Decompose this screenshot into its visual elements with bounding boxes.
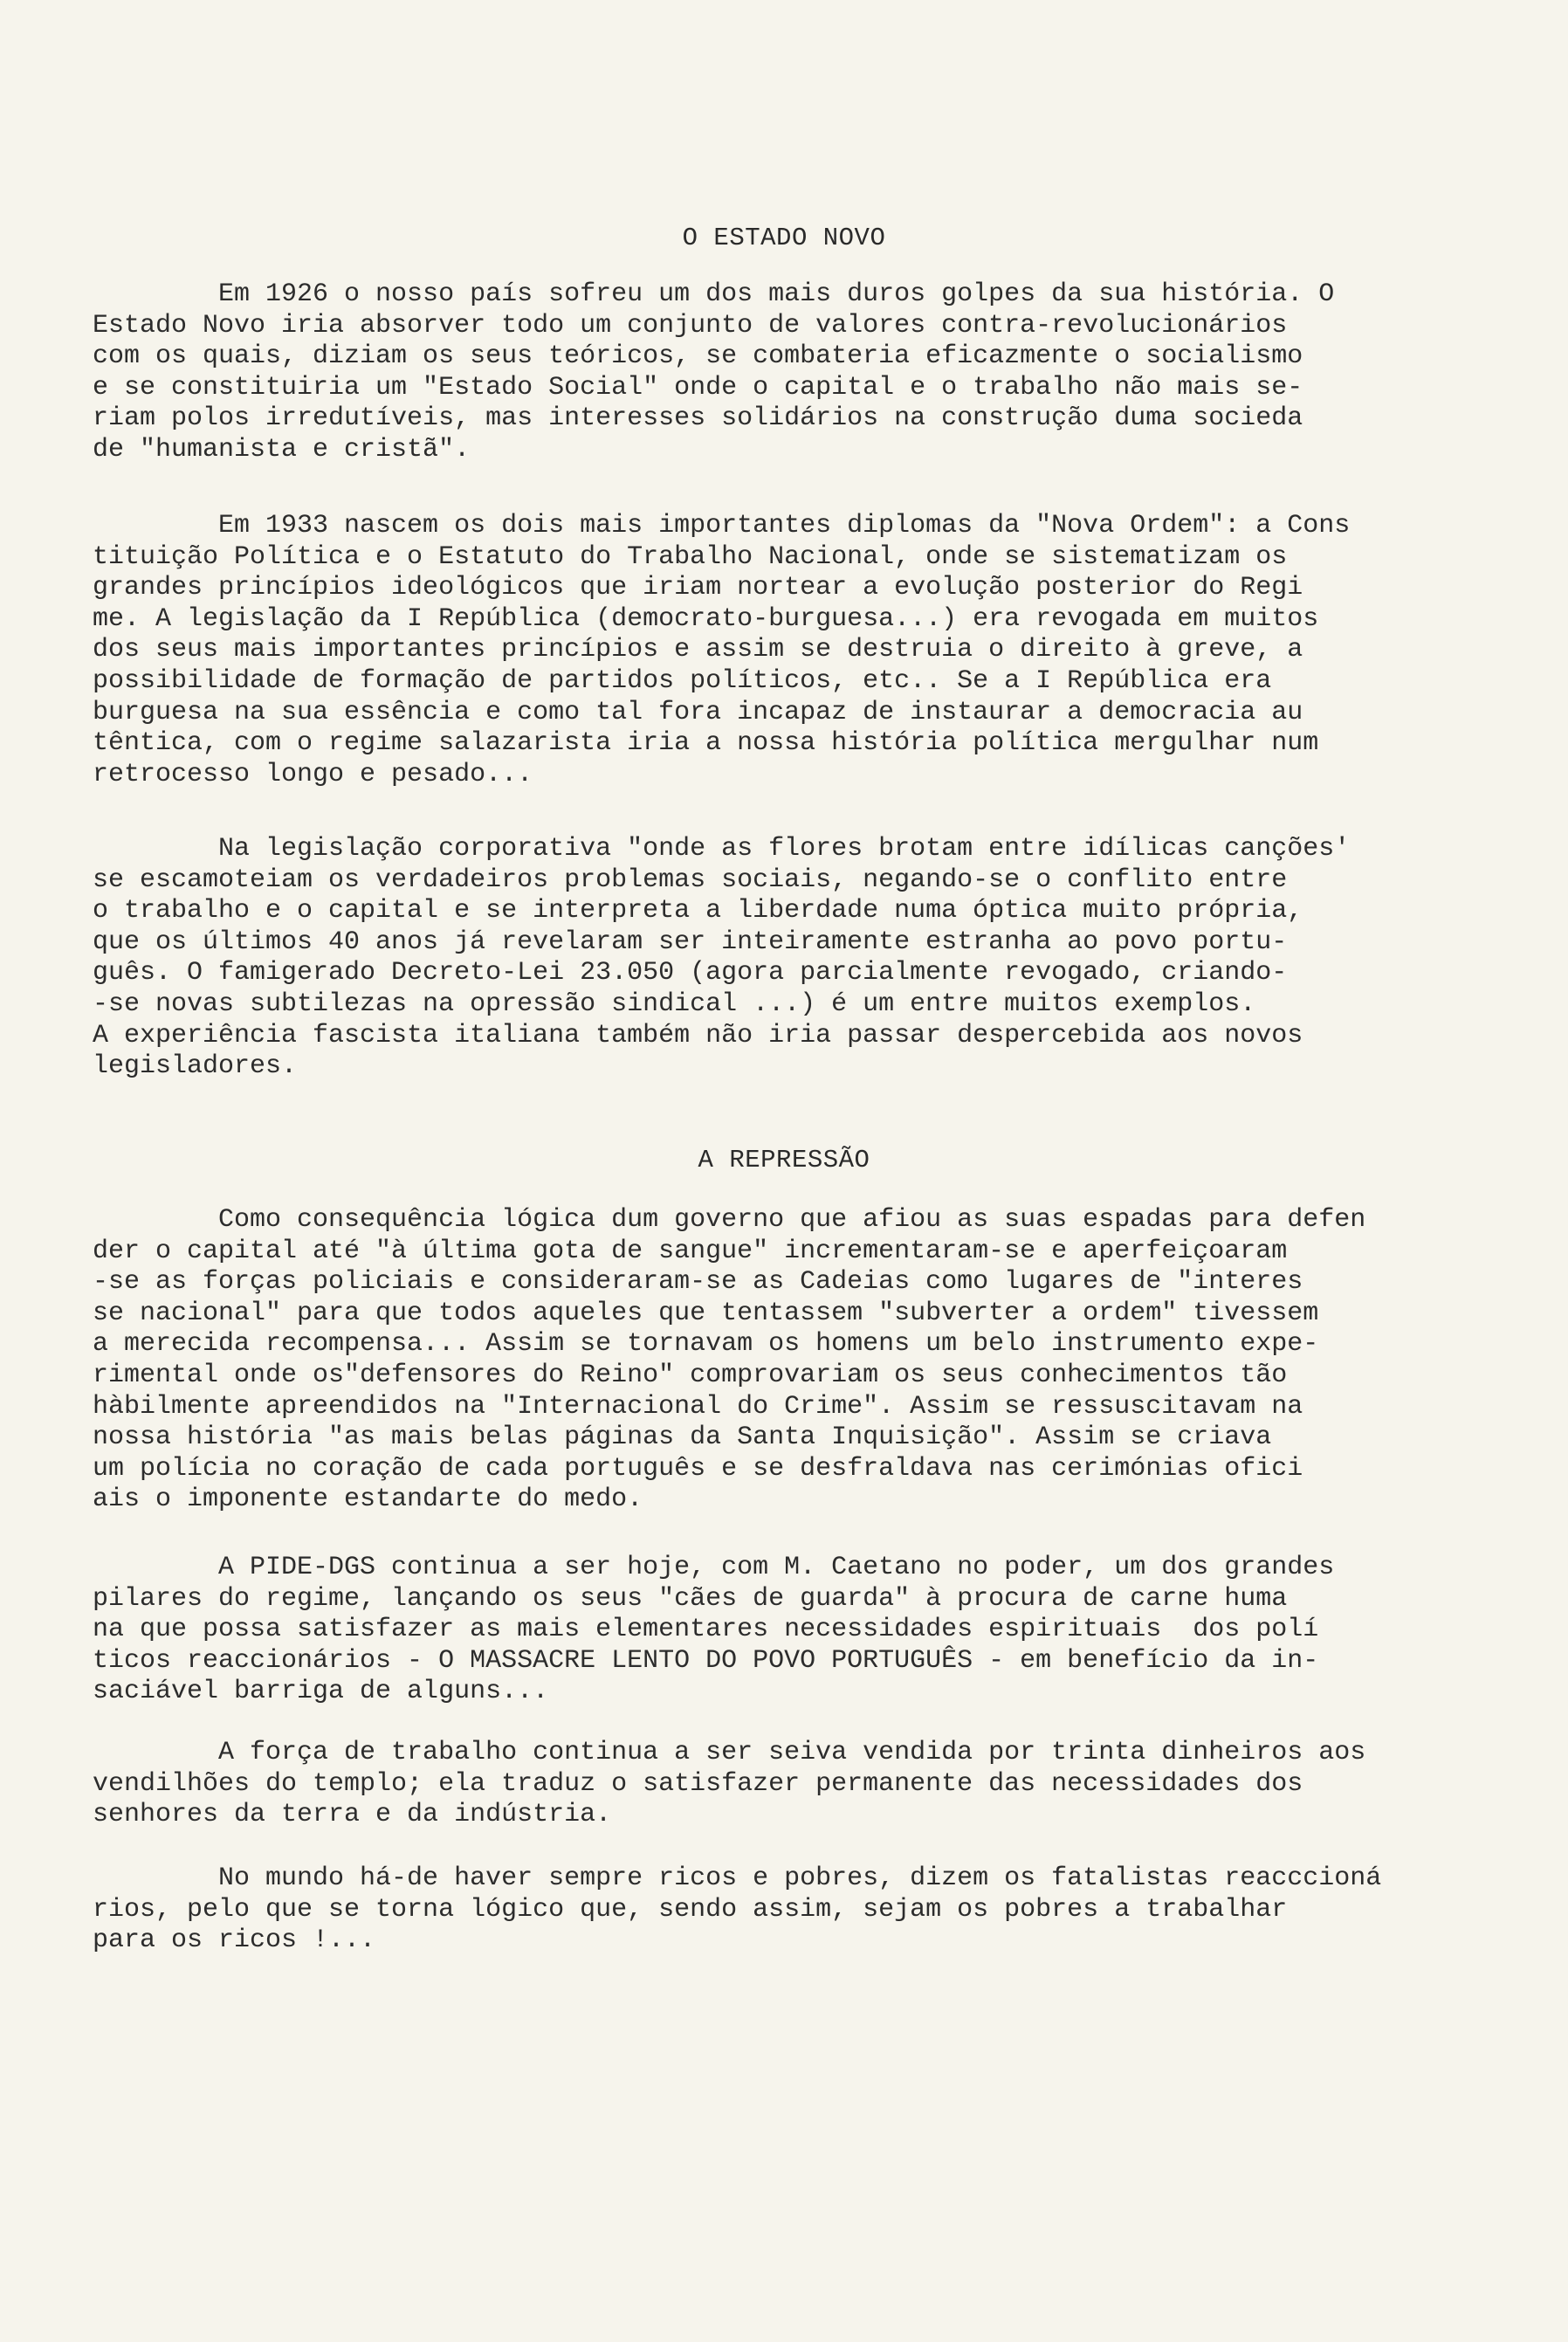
line: legisladores. [93, 1051, 298, 1082]
line: der o capital até "à última gota de sangue" incrementaram-se e aperfeiçoaram [93, 1236, 1288, 1266]
line: guês. O famigerado Decreto-Lei 23.050 (agora parcialmente revogado, criando- [93, 958, 1288, 988]
line: retrocesso longo e pesado... [93, 759, 533, 789]
paragraph-legislacao-corporativa [93, 834, 1441, 1083]
line: para os ricos !... [93, 1925, 376, 1956]
paragraph-ricos-e-pobres [93, 1863, 1441, 1957]
line: Estado Novo iria absorver todo um conjunto de valores contra-revolucionários [93, 310, 1288, 341]
line: se nacional" para que todos aqueles que tentassem "subverter a ordem" tivessem [93, 1298, 1319, 1328]
line: ticos reaccionários - O MASSACRE LENTO DO POVO PORTUGUÊS - em benefício da in- [93, 1645, 1319, 1676]
line: que os últimos 40 anos já revelaram ser inteiramente estranha ao povo portu- [93, 926, 1288, 957]
line: de "humanista e cristã". [93, 434, 471, 465]
paragraph-pide-dgs [93, 1553, 1441, 1708]
line: nossa história "as mais belas páginas da Santa Inquisição". Assim se criava [93, 1422, 1272, 1453]
line: -se as forças policiais e consideraram-se as Cadeias como lugares de "interes [93, 1267, 1303, 1298]
line: hàbilmente apreendidos na "Internacional do Crime". Assim se ressuscitavam na [93, 1391, 1303, 1422]
line: na que possa satisfazer as mais elementares necessidades espirituais dos polí [93, 1615, 1319, 1645]
line: se escamoteiam os verdadeiros problemas sociais, negando-se o conflito entre [93, 864, 1288, 895]
line: grandes princípios ideológicos que iriam nortear a evolução posterior do Regi [93, 573, 1303, 603]
line: Na legislação corporativa "onde as flores brotam entre idílicas canções' [93, 834, 1351, 864]
line: têntica, com o regime salazarista iria a nossa história política mergulhar num [93, 728, 1319, 759]
line: ais o imponente estandarte do medo. [93, 1484, 643, 1515]
line: Em 1926 o nosso país sofreu um dos mais duros golpes da sua história. O [93, 279, 1335, 309]
line: -se novas subtilezas na opressão sindical ...) é um entre muitos exemplos. [93, 988, 1256, 1019]
line: riam polos irredutíveis, mas interesses solidários na construção duma socieda [93, 403, 1303, 434]
line: A força de trabalho continua a ser seiva vendida por trinta dinheiros aos [93, 1738, 1366, 1767]
line: Como consequência lógica dum governo que afiou as suas espadas para defen [93, 1205, 1366, 1235]
section-heading-estado-novo [0, 224, 1568, 252]
line: dos seus mais importantes princípios e assim se destruia o direito à greve, a [93, 635, 1303, 665]
line: Em 1933 nascem os dois mais importantes diplomas da "Nova Ordem": a Cons [93, 511, 1351, 541]
heading-text: A REPRESSÃO [698, 1146, 870, 1174]
line: rimental onde os"defensores do Reino" comprovariam os seus conhecimentos tão [93, 1360, 1288, 1390]
line: com os quais, diziam os seus teóricos, se combateria eficazmente o socialismo [93, 341, 1303, 372]
line: possibilidade de formação de partidos políticos, etc.. Se a I República era [93, 665, 1272, 696]
line: o trabalho e o capital e se interpreta a liberdade numa óptica muito própria, [93, 896, 1303, 926]
paragraph-forca-de-trabalho [93, 1738, 1441, 1831]
paragraph-1926 [93, 279, 1441, 466]
line: burguesa na sua essência e como tal fora incapaz de instaurar a democracia au [93, 697, 1303, 727]
line: pilares do regime, lançando os seus "cães de guarda" à procura de carne huma [93, 1583, 1288, 1614]
line: senhores da terra e da indústria. [93, 1800, 612, 1830]
line: A experiência fascista italiana também não iria passar despercebida aos novos [93, 1020, 1303, 1050]
line: um polícia no coração de cada português e se desfraldava nas cerimónias ofici [93, 1453, 1303, 1484]
heading-text: O ESTADO NOVO [682, 224, 886, 252]
line: tituição Política e o Estatuto do Trabalho Nacional, onde se sistematizam os [93, 541, 1288, 572]
line: A PIDE-DGS continua a ser hoje, com M. Caetano no poder, um dos grandes [93, 1553, 1335, 1582]
line: a merecida recompensa... Assim se tornavam os homens um belo instrumento expe- [93, 1329, 1319, 1360]
line: No mundo há-de haver sempre ricos e pobres, dizem os fatalistas reacccioná [93, 1863, 1382, 1893]
paragraph-consequencia [93, 1205, 1441, 1516]
paragraph-1933 [93, 511, 1441, 790]
line: e se constituiria um "Estado Social" onde o capital e o trabalho não mais se- [93, 372, 1303, 403]
line: rios, pelo que se torna lógico que, sendo assim, sejam os pobres a trabalhar [93, 1894, 1288, 1925]
section-heading-repressao [0, 1146, 1568, 1174]
line: me. A legislação da I República (democrato-burguesa...) era revogada em muitos [93, 603, 1319, 634]
line: vendilhões do templo; ela traduz o satisfazer permanente das necessidades dos [93, 1768, 1303, 1799]
line: saciável barriga de alguns... [93, 1677, 549, 1707]
